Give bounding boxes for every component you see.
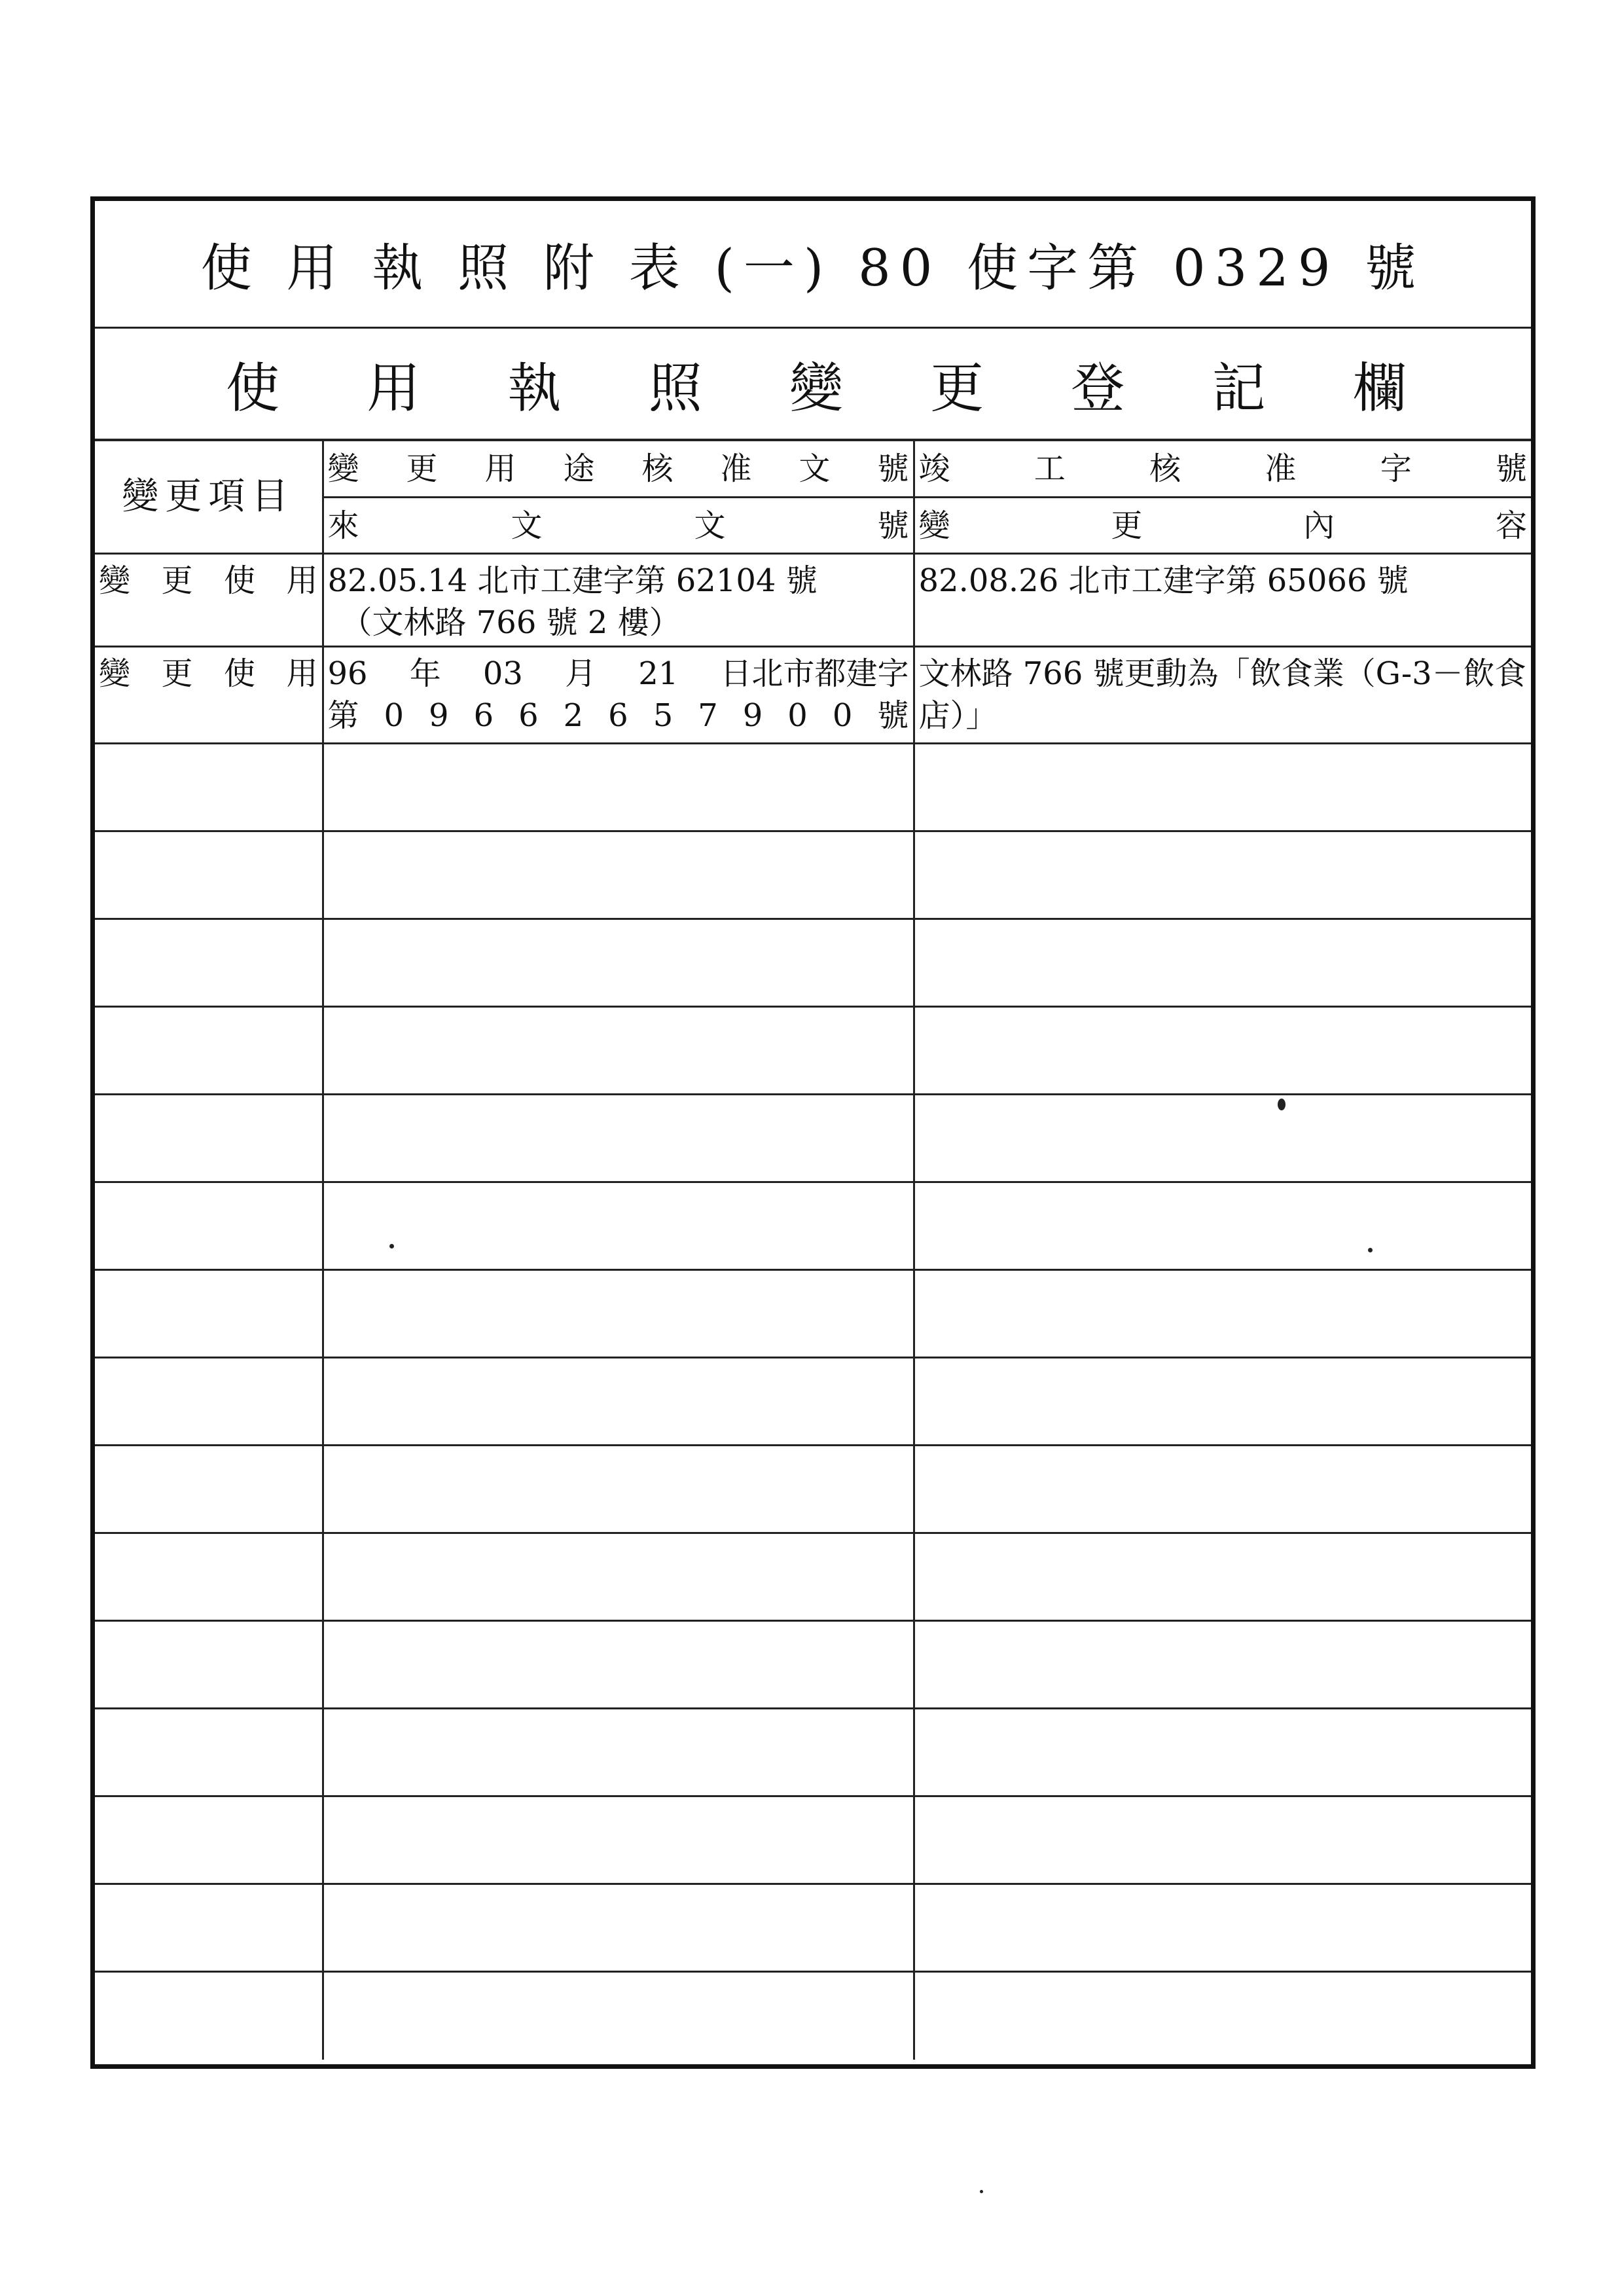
empty-row [95,1095,1531,1182]
empty-cell [323,1446,914,1533]
header-completion-ref: 竣 工 核 准 字 號 [914,441,1531,498]
empty-cell [914,1884,1531,1972]
empty-cell [95,1533,323,1621]
scan-speck [389,1244,394,1248]
empty-cell [323,1884,914,1972]
empty-cell [323,1182,914,1270]
empty-row [95,1796,1531,1884]
empty-cell [95,1270,323,1358]
document-frame [90,196,1536,2069]
empty-cell [95,831,323,919]
registration-table [95,441,1531,2060]
row-approval-ref: 96 年 03 月 21 日北市都建字 第 0 9 6 6 2 6 5 7 9 0 0 號 [323,647,914,744]
empty-cell [95,1358,323,1446]
row-change-content: 82.08.26 北市工建字第 65066 號 [914,554,1531,647]
section-title: 使 用 執 照 變 更 登 記 欄 [95,329,1531,441]
empty-cell [914,1095,1531,1182]
empty-cell [914,1533,1531,1621]
empty-cell [914,831,1531,919]
row-item: 變 更 使 用 [95,554,323,647]
empty-cell [95,1972,323,2060]
empty-cell [323,1796,914,1884]
header-change-content: 變 更 內 容 [914,498,1531,554]
empty-cell [323,1621,914,1709]
empty-row [95,1182,1531,1270]
empty-cell [95,1621,323,1709]
empty-cell [914,744,1531,831]
empty-cell [914,1182,1531,1270]
empty-row [95,919,1531,1007]
empty-cell [323,1533,914,1621]
scan-speck [1368,1248,1373,1252]
empty-row [95,1709,1531,1796]
empty-cell [914,1972,1531,2060]
header-incoming-ref: 來 文 文 號 [323,498,914,554]
header-item-label: 變更項目 [122,475,295,518]
empty-cell [323,744,914,831]
empty-row [95,1358,1531,1446]
empty-row [95,1446,1531,1533]
empty-row [95,1884,1531,1972]
empty-cell [914,1358,1531,1446]
empty-row [95,831,1531,919]
header-approval-ref: 變 更 用 途 核 准 文 號 [323,441,914,498]
empty-cell [95,1709,323,1796]
empty-cell [323,831,914,919]
empty-cell [323,1095,914,1182]
empty-row [95,1270,1531,1358]
empty-cell [323,1972,914,2060]
empty-cell [95,1446,323,1533]
header-item-cell [95,441,323,554]
empty-cell [323,1007,914,1095]
empty-row [95,1533,1531,1621]
empty-row [95,744,1531,831]
empty-cell [323,1270,914,1358]
empty-cell [914,1270,1531,1358]
empty-cell [914,1446,1531,1533]
document-title: 使 用 執 照 附 表 (一) 80 使字第 0329 號 [95,201,1531,329]
empty-cell [95,1182,323,1270]
empty-row [95,1621,1531,1709]
empty-cell [323,1358,914,1446]
empty-cell [95,919,323,1007]
empty-row [95,1007,1531,1095]
scan-speck [980,2190,983,2193]
empty-cell [95,1007,323,1095]
empty-cell [95,1884,323,1972]
empty-cell [914,1621,1531,1709]
scan-speck [1278,1099,1285,1110]
empty-cell [914,1796,1531,1884]
table-row [95,554,1531,647]
header-row-top [95,441,1531,498]
empty-cell [323,1709,914,1796]
empty-cell [95,1095,323,1182]
empty-cell [95,744,323,831]
empty-cell [95,1796,323,1884]
row-change-content: 文林路 766 號更動為「飲食業（G-3－飲食店）」 [914,647,1531,744]
empty-cell [914,1007,1531,1095]
empty-cell [914,919,1531,1007]
empty-cell [323,919,914,1007]
row-item: 變 更 使 用 [95,647,323,744]
empty-row [95,1972,1531,2060]
table-row [95,647,1531,744]
row-approval-ref: 82.05.14 北市工建字第 62104 號 （文林路 766 號 2 樓） [323,554,914,647]
empty-cell [914,1709,1531,1796]
